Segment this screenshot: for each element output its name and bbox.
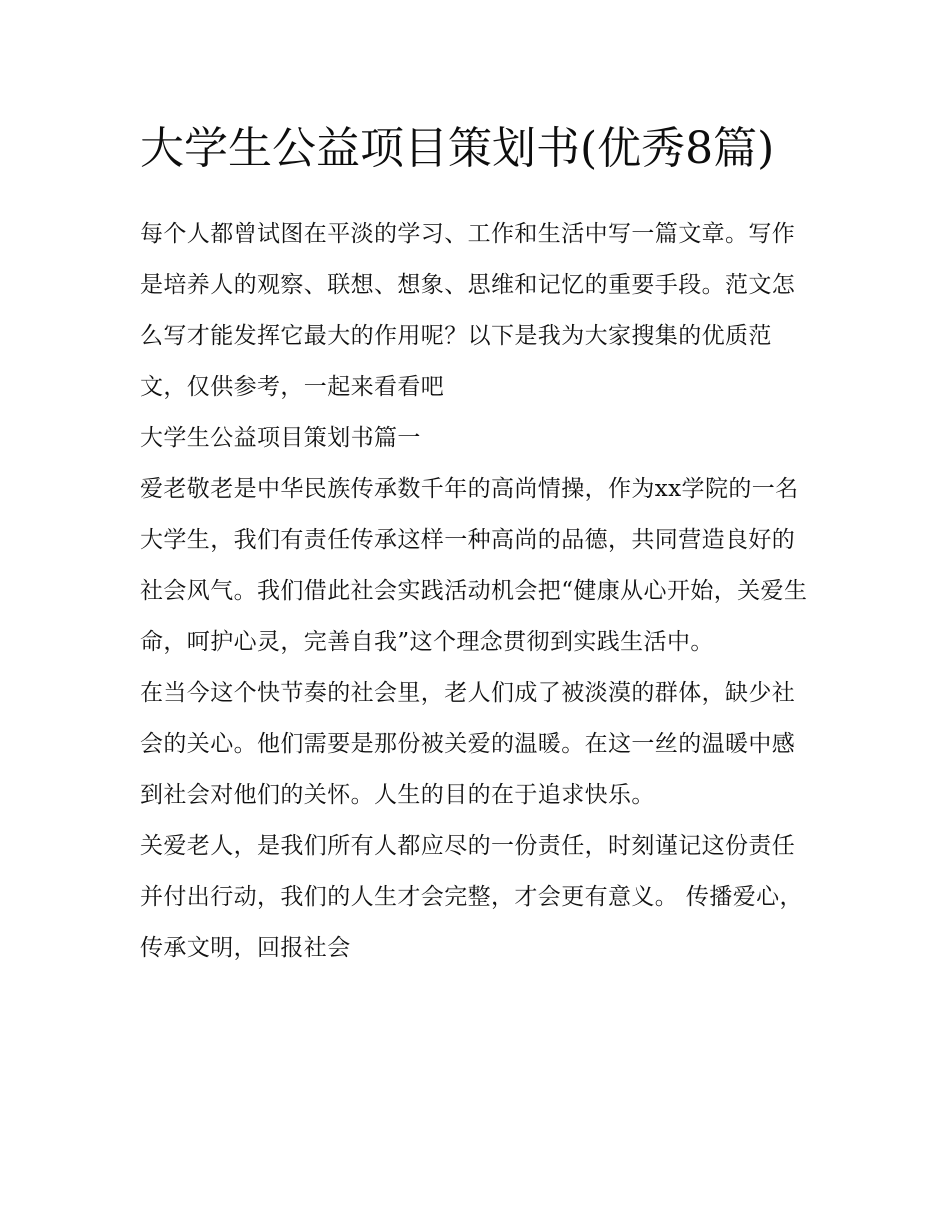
section-heading: 大学生公益项目策划书篇一	[140, 425, 421, 451]
body-paragraph: 爱老敬老是中华民族传承数千年的高尚情操，作为xx学院的一名大学生，我们有责任传承这样一种高尚的品德，共同营造良好的社会风气。我们借此社会实践活动机会把“健康从心开始，关爱生命，呵护心灵，完善自我”这个理念贯彻到实践生活中。	[140, 476, 808, 655]
document-page	[140, 110, 815, 974]
intro-paragraph: 每个人都曾试图在平淡的学习、工作和生活中写一篇文章。写作是培养人的观察、联想、想象、思维和记忆的重要手段。范文怎么写才能发挥它最大的作用呢？以下是我为大家搜集的优质范文，仅供参考，一起来看看吧	[140, 221, 796, 400]
document-title: 大学生公益项目策划书(优秀8篇)	[140, 123, 775, 174]
body-paragraph: 关爱老人，是我们所有人都应尽的一份责任，时刻谨记这份责任并付出行动，我们的人生才会完整，才会更有意义。 传播爱心，传承文明，回报社会	[140, 833, 803, 961]
body-paragraph: 在当今这个快节奏的社会里，老人们成了被淡漠的群体，缺少社会的关心。他们需要是那份被关爱的温暖。在这一丝的温暖中感到社会对他们的关怀。人生的目的在于追求快乐。	[140, 680, 796, 808]
